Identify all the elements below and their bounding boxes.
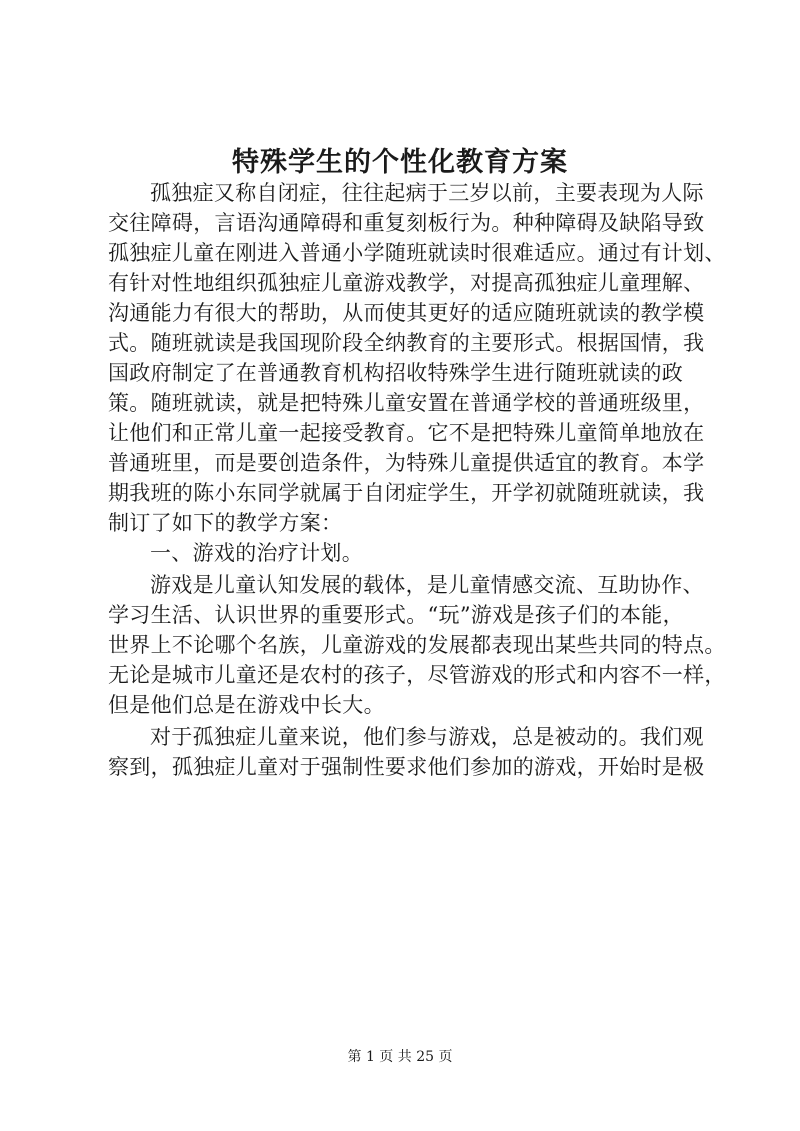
- paragraph-line: 世界上不论哪个名族，儿童游戏的发展都表现出某些共同的特点。: [108, 633, 726, 657]
- paragraph-line: 式。随班就读是我国现阶段全纳教育的主要形式。根据国情，我: [108, 331, 705, 355]
- paragraph-line: 策。随班就读，就是把特殊儿童安置在普通学校的普通班级里，: [108, 391, 705, 415]
- paragraph-line: 国政府制定了在普通教育机构招收特殊学生进行随班就读的政: [108, 361, 684, 385]
- paragraph-line: 察到，孤独症儿童对于强制性要求他们参加的游戏，开始时是极: [108, 755, 705, 779]
- section-heading: 一、游戏的治疗计划。: [150, 541, 363, 565]
- paragraph-line: 游戏是儿童认知发展的载体，是儿童情感交流、互助协作、: [150, 573, 704, 597]
- paragraph-line: 制订了如下的教学方案：: [108, 511, 343, 535]
- paragraph-line: 但是他们总是在游戏中长大。: [108, 693, 385, 717]
- paragraph-line: 沟通能力有很大的帮助，从而使其更好的适应随班就读的教学模: [108, 301, 705, 325]
- paragraph-line: 学习生活、认识世界的重要形式。“玩”游戏是孩子们的本能，: [108, 603, 684, 627]
- paragraph-line: 交往障碍，言语沟通障碍和重复刻板行为。种种障碍及缺陷导致: [108, 211, 705, 235]
- paragraph-line: 对于孤独症儿童来说，他们参与游戏，总是被动的。我们观: [150, 725, 704, 749]
- paragraph-line: 有针对性地组织孤独症儿童游戏教学，对提高孤独症儿童理解、: [108, 271, 705, 295]
- paragraph-line: 普通班里，而是要创造条件，为特殊儿童提供适宜的教育。本学: [108, 451, 705, 475]
- paragraph-line: 让他们和正常儿童一起接受教育。它不是把特殊儿童简单地放在: [108, 421, 705, 445]
- paragraph-line: 孤独症又称自闭症，往往起病于三岁以前，主要表现为人际: [150, 181, 704, 205]
- page-number: 第 1 页 共 25 页: [347, 1049, 453, 1065]
- document-title: 特殊学生的个性化教育方案: [232, 147, 568, 178]
- paragraph-line: 期我班的陈小东同学就属于自闭症学生，开学初就随班就读，我: [108, 481, 705, 505]
- paragraph-line: 无论是城市儿童还是农村的孩子，尽管游戏的形式和内容不一样，: [108, 663, 726, 687]
- paragraph-line: 孤独症儿童在刚进入普通小学随班就读时很难适应。通过有计划、: [108, 241, 726, 265]
